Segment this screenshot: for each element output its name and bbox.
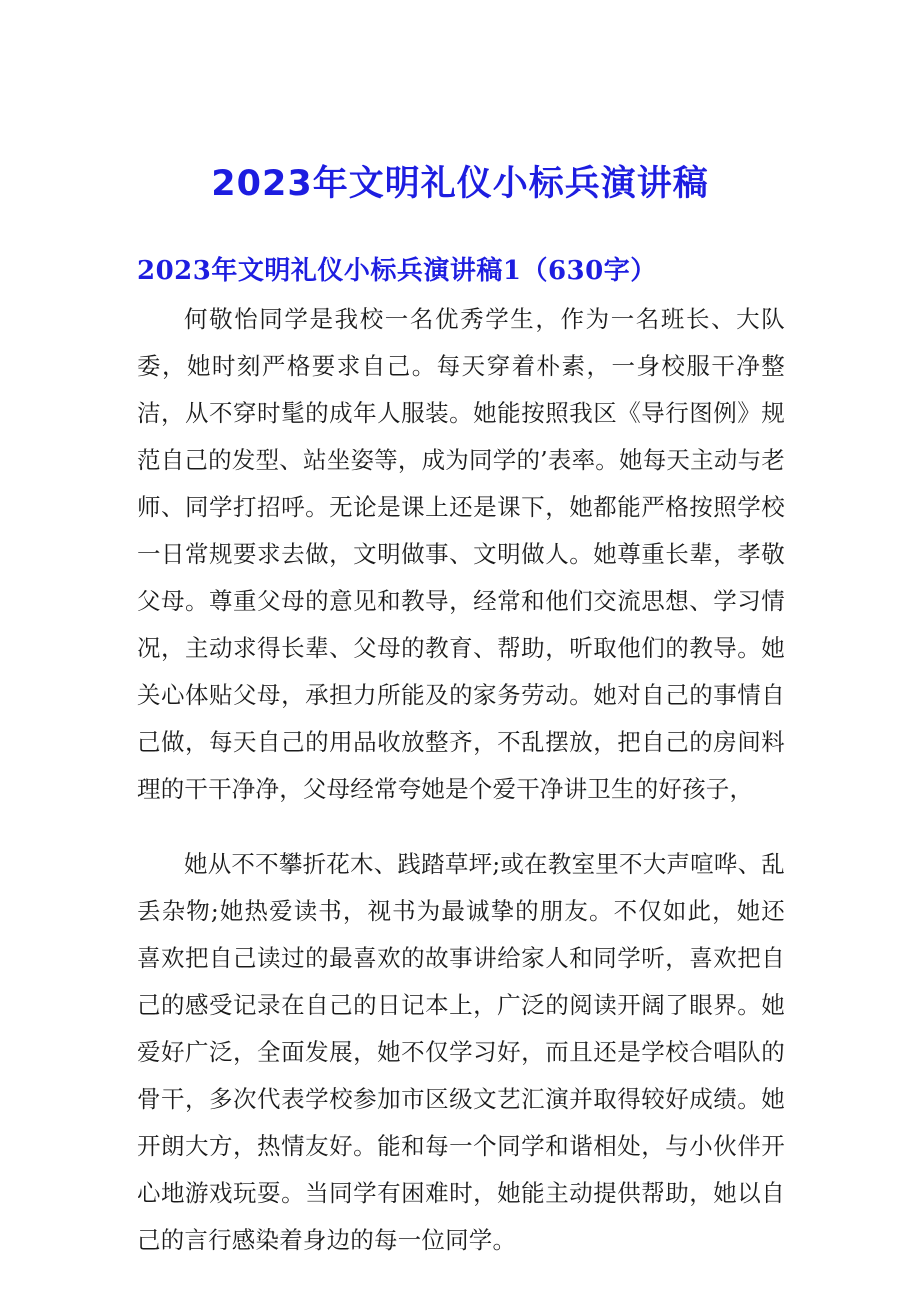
- section-heading: 2023年文明礼仪小标兵演讲稿1（630字）: [137, 255, 657, 286]
- body-paragraph-1: 何敬怡同学是我校一名优秀学生，作为一名班长、大队委，她时刻严格要求自己。每天穿着朴素，一身校服干净整洁，从不穿时髦的成年人服装。她能按照我区《导行图例》规范自己的发型、站坐姿等，成为同学的’表率。她每天主动与老师、同学打招呼。无论是课上还是课下，她都能严格按照学校一日常规要求去做，文明做事、文明做人。她尊重长辈，孝敬父母。尊重父母的意见和教导，经常和他们交流思想、学习情况，主动求得长辈、父母的教育、帮助，听取他们的教导。她关心体贴父母，承担力所能及的家务劳动。她对自己的事情自己做，每天自己的用品收放整齐，不乱摆放，把自己的房间料理的干干净净，父母经常夸她是个爱干净讲卫生的好孩子，: [137, 305, 785, 803]
- page-title: 2023年文明礼仪小标兵演讲稿: [211, 164, 709, 205]
- document-body: [137, 296, 785, 1264]
- body-paragraph-2: 她从不不攀折花木、践踏草坪;或在教室里不大声喧哗、乱丢杂物;她热爱读书，视书为最诚挚的朋友。不仅如此，她还喜欢把自己读过的最喜欢的故事讲给家人和同学听，喜欢把自己的感受记录在自己的日记本上，广泛的阅读开阔了眼界。她爱好广泛，全面发展，她不仅学习好，而且还是学校合唱队的骨干，多次代表学校参加市区级文艺汇演并取得较好成绩。她开朗大方，热情友好。能和每一个同学和谐相处，与小伙伴开心地游戏玩耍。当同学有困难时，她能主动提供帮助，她以自己的言行感染着身边的每一位同学。: [137, 850, 785, 1254]
